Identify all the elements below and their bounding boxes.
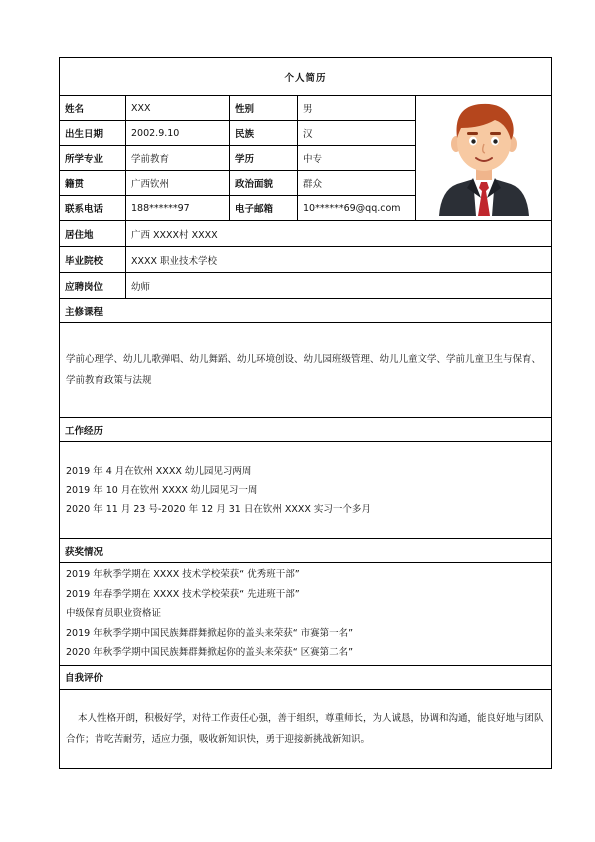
work-item: 2019 年 4 月在钦州 XXXX 幼儿园见习两周 [66,465,252,477]
courses-heading: 主修课程 [60,299,552,323]
award-item: 中级保育员职业资格证 [66,608,162,619]
origin-label: 籍贯 [60,171,126,196]
position-label: 应聘岗位 [60,273,126,299]
major-label: 所学专业 [60,146,126,171]
phone-label: 联系电话 [60,196,126,221]
email-value: 10******69@qq.com [298,196,416,221]
resume-table [59,57,552,769]
position-value: 幼师 [126,273,552,299]
birth-value: 2002.9.10 [126,121,230,146]
self-eval-heading: 自我评价 [60,665,552,689]
education-value: 中专 [298,146,416,171]
ethnicity-label: 民族 [230,121,298,146]
name-label: 姓名 [60,96,126,121]
awards-heading: 获奖情况 [60,539,552,563]
courses-text: 学前心理学、幼儿儿歌弹唱、幼儿舞蹈、幼儿环境创设、幼儿园班级管理、幼儿儿童文学、学前儿童卫生与保育、学前教育政策与法规 [60,323,552,418]
education-label: 学历 [230,146,298,171]
major-value: 学前教育 [126,146,230,171]
work-list [60,442,552,539]
email-label: 电子邮箱 [230,196,298,221]
school-label: 毕业院校 [60,247,126,273]
avatar-icon [437,98,531,216]
award-item: 2019 年春季学期在 XXXX 技术学校荣获“ 先进班干部” [66,588,300,600]
gender-label: 性别 [230,96,298,121]
page-title: 个人简历 [60,58,552,96]
school-value: XXXX 职业技术学校 [126,247,552,273]
awards-list [60,563,552,666]
politics-value: 群众 [298,171,416,196]
work-item: 2019 年 10 月在钦州 XXXX 幼儿园见习一周 [66,484,258,496]
work-item: 2020 年 11 月 23 号-2020 年 12 月 31 日在钦州 XXXX 实习一个多月 [66,503,371,515]
work-heading: 工作经历 [60,418,552,442]
profile-photo [416,96,552,221]
award-item: 2019 年秋季学期在 XXXX 技术学校荣获“ 优秀班干部” [66,569,300,580]
birth-label: 出生日期 [60,121,126,146]
award-item: 2019 年秋季学期中国民族舞群舞掀起你的盖头来荣获“ 市赛第一名” [66,627,354,639]
politics-label: 政治面貌 [230,171,298,196]
phone-value: 188******97 [126,196,230,221]
award-item: 2020 年秋季学期中国民族舞群舞掀起你的盖头来荣获“ 区赛第二名” [66,647,354,658]
ethnicity-value: 汉 [298,121,416,146]
name-value: XXX [126,96,230,121]
origin-value: 广西钦州 [126,171,230,196]
self-eval-text: 本人性格开朗，积极好学，对待工作责任心强，善于组织，尊重师长，为人诚恳，协调和沟通，能良好地与团队合作；肯吃苦耐劳，适应力强，吸收新知识快，勇于迎接新挑战新知识。 [60,689,552,768]
address-value: 广西 XXXX村 XXXX [126,221,552,247]
gender-value: 男 [298,96,416,121]
resume-page [59,57,551,769]
address-label: 居住地 [60,221,126,247]
